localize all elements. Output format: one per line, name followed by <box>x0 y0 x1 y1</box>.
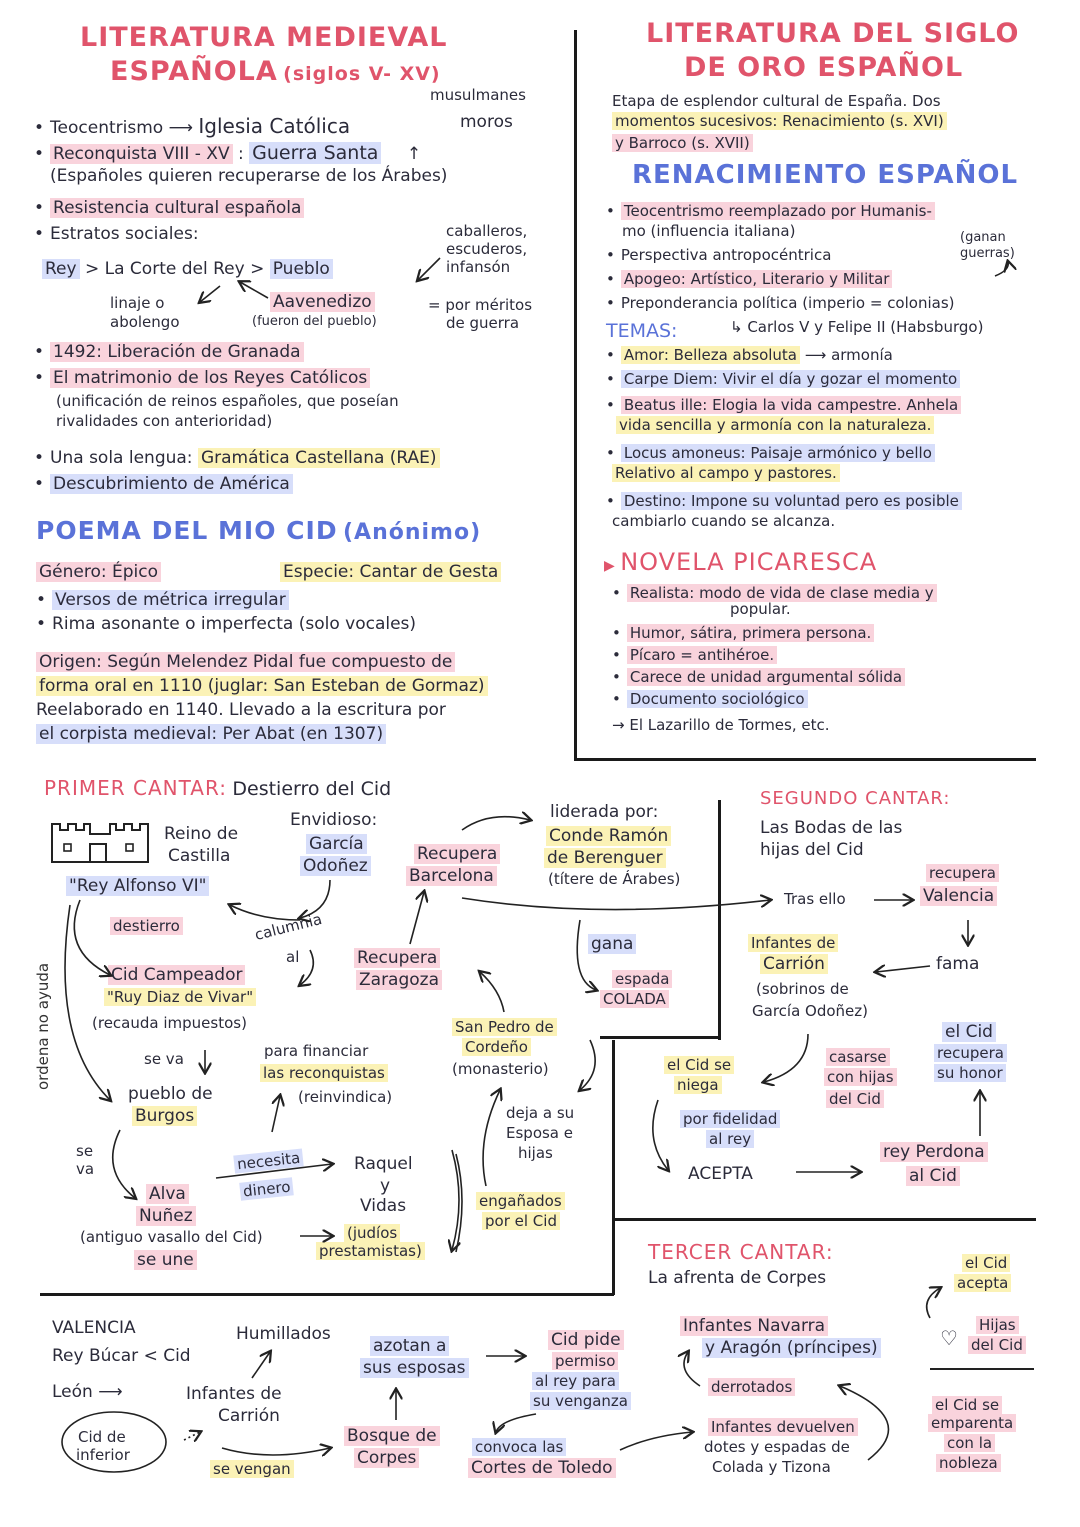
arrow-apogeo <box>995 262 1008 276</box>
origen-line3: Reelaborado en 1140. Llevado a la escritura por <box>36 700 446 720</box>
segundo-sub2: hijas del Cid <box>760 840 864 860</box>
se-vengan-text: se vengan <box>210 1460 294 1478</box>
fueron-label: (fueron del pueblo) <box>252 314 377 329</box>
reconquista-item: • Reconquista VIII - XV : Guerra Santa ↑ <box>34 142 421 165</box>
resistencia-text: Resistencia cultural española <box>50 198 304 218</box>
origen-line1-text: Origen: Según Melendez Pidal fue compuesto de <box>36 652 455 672</box>
pide2-text: permiso <box>552 1352 618 1370</box>
azotan1-text: azotan a <box>370 1336 449 1356</box>
caballeros-label: caballeros, <box>446 222 528 240</box>
ruy-diaz-text: "Ruy Diaz de Vivar" <box>104 988 256 1006</box>
segundo-sub1: Las Bodas de las <box>760 818 903 838</box>
arrow-linaje <box>200 286 220 302</box>
necesita-text: necesita <box>233 1148 304 1173</box>
arrow-convoca-devuelven <box>620 1432 692 1450</box>
cid-inferior-line1: Cid de <box>78 1428 126 1446</box>
ren-amor: • Amor: Belleza absoluta ⟶ armonía <box>606 346 893 364</box>
recupera-val1-text: recupera <box>926 864 999 882</box>
primer-subtitle: Destierro del Cid <box>232 778 392 800</box>
fidelidad1-text: por fidelidad <box>680 1110 780 1128</box>
tercer-title: TERCER CANTAR: <box>648 1240 834 1264</box>
arrow-pide-convoca <box>496 1414 536 1432</box>
infantes-ter-line2: Carrión <box>218 1406 280 1426</box>
reino-line2: Castilla <box>168 846 231 866</box>
ren-carpe-text: Carpe Diem: Vivir el día y gozar el momento <box>621 370 960 388</box>
espada-line2-text: COLADA <box>600 990 669 1008</box>
envidioso-label: Envidioso: <box>290 810 378 830</box>
ren-ganan: (ganan <box>960 230 1006 245</box>
conde-line2-text: de Berenguer <box>544 848 666 868</box>
fidelidad2-text: al rey <box>706 1130 754 1148</box>
pueblo-burgos-line1: pueblo de <box>128 1084 213 1104</box>
estratos-text: Estratos sociales: <box>50 224 199 244</box>
ren-temas: TEMAS: <box>606 320 678 342</box>
cid-inferior-bubble <box>62 1412 166 1472</box>
emparenta4-text: nobleza <box>936 1454 1001 1472</box>
rey-alfonso-text: "Rey Alfonso VI" <box>66 876 209 896</box>
conde-line1-text: Conde Ramón <box>546 826 671 846</box>
antiguo-vasallo: (antiguo vasallo del Cid) <box>80 1228 263 1246</box>
arrow-zaragoza-sanpedro <box>480 972 504 1012</box>
infantes-seg2-text: Carrión <box>760 954 828 974</box>
arrow-alfonso-cid <box>74 900 110 975</box>
play-icon: ▶ <box>604 558 615 574</box>
bosque1-text: Bosque de <box>344 1426 440 1446</box>
advenedizo-text: Aavenedizo <box>270 292 375 312</box>
cid-campeador-text: Cid Campeador <box>108 965 245 985</box>
linaje-label: linaje o <box>110 294 165 312</box>
hijas2-text: del Cid <box>968 1336 1026 1354</box>
ren-locus1-text: Locus amoneus: Paisaje armónico y bello <box>621 444 935 462</box>
cid-title-text: POEMA DEL MIO CID <box>36 516 338 545</box>
alva-line2-text: Nuñez <box>136 1206 196 1226</box>
teocentrismo-item: • Teocentrismo ⟶ Iglesia Católica <box>34 114 350 138</box>
guerra-label: de guerra <box>446 314 520 332</box>
espada-line1-text: espada <box>612 970 672 988</box>
arrow-garcia <box>300 880 330 918</box>
destierro-text: destierro <box>110 917 183 935</box>
infantes-ter-line1: Infantes de <box>186 1384 282 1404</box>
titere-label: (títere de Árabes) <box>548 870 681 888</box>
pic-humor-text: Humor, sátira, primera persona. <box>627 624 874 642</box>
recauda-label: (recauda impuestos) <box>92 1014 247 1032</box>
pic-picaro-text: Pícaro = antihéroe. <box>627 646 777 664</box>
recupera-zar2-text: Zaragoza <box>356 970 442 990</box>
perdona2-text: al Cid <box>906 1166 960 1186</box>
casarse2-text: con hijas <box>824 1068 897 1086</box>
ren-teo1-text: Teocentrismo reemplazado por Humanis- <box>621 202 935 220</box>
acepta-label: ACEPTA <box>688 1164 753 1184</box>
especie-value: Especie: Cantar de Gesta <box>280 562 501 582</box>
garcia-line1-text: García <box>306 834 367 854</box>
acepta-ter2-text: acepta <box>954 1274 1011 1292</box>
arrow-calumnia <box>230 905 300 920</box>
rey-text: Rey <box>42 259 80 279</box>
primer-title-text: PRIMER CANTAR: <box>44 776 227 800</box>
honor1-text: el Cid <box>942 1022 996 1042</box>
ren-amor-text: Amor: Belleza absoluta <box>621 346 800 364</box>
pic-lazarillo: → El Lazarillo de Tormes, etc. <box>612 716 830 734</box>
se-va2-b: va <box>76 1160 95 1178</box>
origen-line2-text: forma oral en 1110 (juglar: San Esteban de Gormaz) <box>36 676 488 696</box>
matrimonio-text: El matrimonio de los Reyes Católicos <box>50 368 370 388</box>
leon-label: León ⟶ <box>52 1382 123 1402</box>
unificacion-line1: (unificación de reinos españoles, que poseían <box>56 392 399 410</box>
judios-line2-text: prestamistas) <box>316 1242 425 1260</box>
liderada-label: liderada por: <box>550 802 659 822</box>
para-financiar1: para financiar <box>264 1042 369 1060</box>
arrow-casarse-niega <box>764 1034 808 1082</box>
pide1-text: Cid pide <box>548 1330 624 1350</box>
ren-apogeo-text: Apogeo: Artístico, Literario y Militar <box>621 270 893 288</box>
se-une-text: se une <box>134 1250 197 1270</box>
pic-documento-text: Documento sociológico <box>627 690 808 708</box>
para-financiar2-text: las reconquistas <box>260 1064 388 1082</box>
guerra-santa-text: Guerra Santa <box>249 142 381 164</box>
strata-row: Rey > La Corte del Rey > Pueblo <box>42 259 333 279</box>
arrow-enganados <box>483 1090 500 1186</box>
bosque2-text: Corpes <box>354 1448 419 1468</box>
honor3-text: su honor <box>934 1064 1006 1082</box>
niega2-text: niega <box>674 1076 722 1094</box>
judios-line1-text: (judíos <box>344 1224 400 1242</box>
derrotados-text: derrotados <box>708 1378 795 1396</box>
arrow-devuelven-derrotados <box>840 1386 888 1460</box>
honor2-text: recupera <box>934 1044 1007 1062</box>
sobrinos-line1: (sobrinos de <box>756 980 849 998</box>
medieval-title-espanola: ESPAÑOLA <box>110 56 278 87</box>
alva-line1-text: Alva <box>146 1184 189 1204</box>
cid-anonimo: (Anónimo) <box>343 520 482 545</box>
ren-carlos: ↳ Carlos V y Felipe II (Habsburgo) <box>730 318 984 336</box>
se-va2-a: se <box>76 1142 94 1160</box>
recupera-bcn2-text: Barcelona <box>406 866 497 886</box>
arrow-reinvindica <box>272 1096 280 1132</box>
emparenta3-text: con la <box>944 1434 995 1452</box>
reino-line1: Reino de <box>164 824 239 844</box>
san-pedro2-text: Cordeño <box>462 1038 531 1056</box>
leon-text: León <box>52 1382 93 1402</box>
humillados-label: Humillados <box>236 1324 331 1344</box>
ren-locus2-text: Relativo al campo y pastores. <box>612 464 840 482</box>
oro-title-line2: DE ORO ESPAÑOL <box>684 52 964 83</box>
ren-destino1-text: Destino: Impone su voluntad pero es posible <box>621 492 962 510</box>
dinero-text: dinero <box>239 1177 294 1200</box>
casarse3-text: del Cid <box>826 1090 884 1108</box>
pic-realista1-text: Realista: modo de vida de clase media y <box>627 584 937 602</box>
raquel-line1: Raquel <box>354 1154 413 1174</box>
abolengo-label: abolengo <box>110 313 180 331</box>
deja-line3: hijas <box>518 1144 553 1162</box>
arrow-se-vengan <box>222 1448 330 1455</box>
hijas1-text: Hijas <box>976 1316 1019 1334</box>
arrow-cid-inferior <box>184 1432 200 1440</box>
arrow-fama-infantes <box>876 966 930 972</box>
bucar-label: Rey Búcar < Cid <box>52 1346 191 1366</box>
san-pedro1-text: San Pedro de <box>452 1018 557 1036</box>
arrow-niega-acepta <box>653 1100 668 1170</box>
america-text: Descubrimiento de América <box>50 474 293 494</box>
enganados1-text: engañados <box>476 1192 565 1210</box>
infantes-seg1-text: Infantes de <box>748 934 838 952</box>
arrow-sanpedro-deja <box>580 1040 595 1090</box>
arrow-advenedizo <box>240 282 268 298</box>
devuelven-line3: Colada y Tizona <box>712 1458 831 1476</box>
pueblo-text: Pueblo <box>270 259 333 279</box>
monasterio-label: (monasterio) <box>452 1060 549 1078</box>
fama-label: fama <box>936 954 980 974</box>
convoca2-text: Cortes de Toledo <box>468 1458 616 1478</box>
perdona1-text: rey Perdona <box>880 1142 988 1162</box>
versos-text: Versos de métrica irregular <box>52 590 289 610</box>
arrow-humillados <box>252 1352 270 1378</box>
oro-etapa2-text: momentos sucesivos: Renacimiento (s. XVI) <box>612 112 947 130</box>
casarse1-text: casarse <box>826 1048 890 1066</box>
tras-ello: Tras ello <box>784 890 846 908</box>
valencia-label: VALENCIA <box>52 1318 136 1338</box>
arrow-hijas-acepta <box>927 1288 940 1318</box>
meritos-text: por méritos <box>445 296 533 314</box>
reconquista-text: Reconquista VIII - XV <box>50 144 233 164</box>
arrow-ordena <box>65 905 110 1100</box>
convoca1-text: convoca las <box>472 1438 566 1456</box>
genero-value: Género: Épico <box>36 562 161 582</box>
devuelven-line2: dotes y espadas de <box>704 1438 850 1456</box>
segundo-title: SEGUNDO CANTAR: <box>760 788 951 809</box>
medieval-centuries: (siglos V- XV) <box>283 63 441 85</box>
acepta-ter1-text: el Cid <box>962 1254 1010 1272</box>
ren-beatus1-text: Beatus ille: Elogia la vida campestre. Anhela <box>621 396 961 414</box>
teocentrismo-text: Teocentrismo <box>50 118 164 138</box>
tercer-subtitle: La afrenta de Corpes <box>648 1268 827 1288</box>
granada-text: 1492: Liberación de Granada <box>50 342 304 362</box>
escuderos-label: escuderos, <box>446 240 528 258</box>
devuelven1-text: Infantes devuelven <box>708 1418 858 1436</box>
unificacion-line2: rivalidades con anterioridad) <box>56 412 273 430</box>
ren-destino2: cambiarlo cuando se alcanza. <box>612 512 836 530</box>
recupera-val2-text: Valencia <box>920 886 997 906</box>
oro-etapa1: Etapa de esplendor cultural de España. Dos <box>612 92 941 110</box>
corte-text: La Corte del Rey <box>104 259 245 279</box>
meritos-label: = por méritos <box>428 296 533 314</box>
ordena-label: ordena no ayuda <box>34 962 52 1090</box>
moros-label: moros <box>460 112 513 132</box>
ren-beatus2-text: vida sencilla y armonía con la naturaleza. <box>616 416 934 434</box>
calumnia-label: calumnia <box>252 909 324 945</box>
arrow-al <box>300 950 313 985</box>
recupera-zar1-text: Recupera <box>354 948 440 968</box>
musulmanes-label: musulmanes <box>430 86 526 104</box>
navarra2-text: y Aragón (príncipes) <box>702 1338 881 1358</box>
ren-perspectiva-text: Perspectiva antropocéntrica <box>620 246 832 264</box>
arrow-necesita <box>216 1164 332 1178</box>
emparenta2-text: emparenta <box>928 1414 1016 1432</box>
heart-icon: ♡ <box>940 1326 958 1350</box>
raquel-line2: y <box>380 1176 391 1196</box>
reinvindica-label: (reinvindica) <box>298 1088 393 1106</box>
medieval-title-line1: LITERATURA MEDIEVAL <box>80 22 448 53</box>
raquel-line3: Vidas <box>360 1196 407 1216</box>
pic-realista2: popular. <box>730 600 791 618</box>
pic-carece-text: Carece de unidad argumental sólida <box>627 668 905 686</box>
al-label: al <box>286 948 300 966</box>
lengua-text: Gramática Castellana (RAE) <box>198 448 440 468</box>
reconquista-desc: (Españoles quieren recuperarse de los Árabes) <box>50 166 448 186</box>
origen-line4-text: el corpista medieval: Per Abat (en 1307) <box>36 724 386 744</box>
arrow-bcn-conde <box>462 817 530 830</box>
niega1-text: el Cid se <box>664 1056 734 1074</box>
deja-line2: Esposa e <box>506 1124 573 1142</box>
lengua-label: Una sola lengua: <box>50 448 193 468</box>
pide3-text: al rey para <box>532 1372 619 1390</box>
oro-etapa3-text: y Barroco (s. XVII) <box>612 134 753 152</box>
azotan2-text: sus esposas <box>360 1358 469 1378</box>
recupera-bcn1-text: Recupera <box>414 844 500 864</box>
se-va-label: se va <box>144 1050 184 1068</box>
arrow-infanson <box>418 258 440 280</box>
ren-guerras: guerras) <box>960 246 1015 261</box>
arrow-derrotados-navarra <box>684 1352 700 1386</box>
oro-title-line1: LITERATURA DEL SIGLO <box>646 18 1020 49</box>
ren-preponderancia-text: Preponderancia política (imperio = colonias) <box>620 294 955 312</box>
deja-line1: deja a su <box>506 1104 575 1122</box>
ren-armonia: armonía <box>831 346 893 364</box>
infanson-label: infansón <box>446 258 511 276</box>
rima-text: Rima asonante o imperfecta (solo vocales) <box>52 614 417 634</box>
iglesia-text: Iglesia Católica <box>198 114 351 138</box>
burgos-text: Burgos <box>132 1106 197 1126</box>
navarra1-text: Infantes Navarra <box>680 1316 828 1336</box>
sobrinos-line2: García Odoñez) <box>752 1002 868 1020</box>
pide4-text: su venganza <box>530 1392 631 1410</box>
renacimiento-title: RENACIMIENTO ESPAÑOL <box>632 160 1019 190</box>
cid-inferior-line2: inferior <box>76 1446 130 1464</box>
arrow-se-va2 <box>113 1130 135 1198</box>
enganados2-text: por el Cid <box>482 1212 560 1230</box>
gana-text: gana <box>588 934 636 954</box>
emparenta1-text: el Cid se <box>932 1396 1002 1414</box>
garcia-line2-text: Odoñez <box>300 856 371 876</box>
picaresca-title-text: NOVELA PICARESCA <box>620 548 878 576</box>
arrow-gana-espada <box>577 920 596 990</box>
ren-teo2: mo (influencia italiana) <box>622 222 796 240</box>
arrow-bcn-tras <box>462 898 770 910</box>
arrow-zaragoza-bcn <box>410 892 424 944</box>
